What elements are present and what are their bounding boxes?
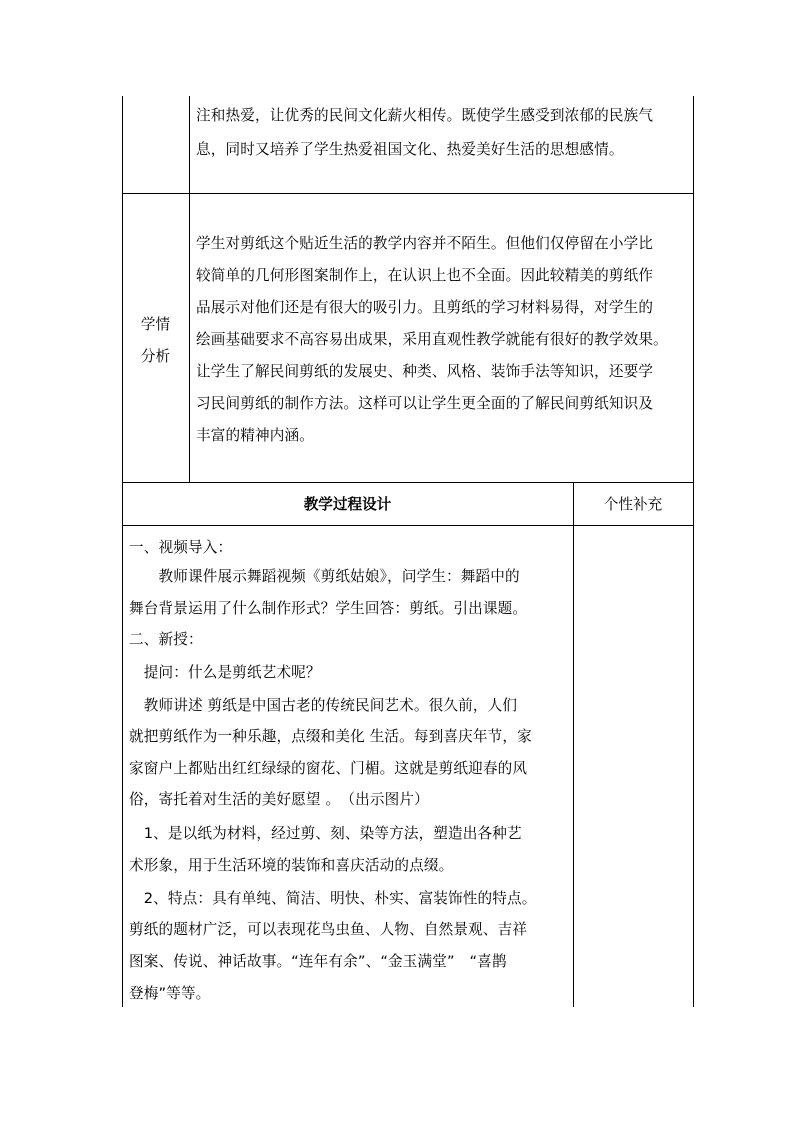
row-divider-2 bbox=[122, 482, 694, 483]
analysis-line-1: 学生对剪纸这个贴近生活的教学内容并不陌生。但他们仅停留在小学比 bbox=[196, 235, 654, 252]
analysis-line-4: 绘画基础要求不高容易出成果，采用直观性教学就能有很好的教学效果。 bbox=[196, 331, 668, 348]
process-line-14: 图案、传说、神话故事。“连年有余”、“金玉满堂” “喜鹊 bbox=[129, 953, 507, 970]
process-line-8: 家窗户上都贴出红红绿绿的窗花、门楣。这就是剪纸迎春的风 bbox=[129, 760, 528, 777]
side-column-divider bbox=[573, 482, 574, 1007]
process-line-10: 1、是以纸为材料，经过剪、刻、染等方法，塑造出各种艺 bbox=[129, 825, 522, 842]
analysis-line-6: 习民间剪纸的制作方法。这样可以让学生更全面的了解民间剪纸知识及 bbox=[196, 395, 654, 412]
row-divider-3 bbox=[122, 525, 694, 526]
goal-line-2: 息，同时又培养了学生热爱祖国文化、热爱美好生活的思想感情。 bbox=[196, 141, 624, 158]
personal-supplement-header: 个性补充 bbox=[603, 496, 663, 513]
table-left-border bbox=[122, 96, 123, 1007]
process-line-4: 二、新授： bbox=[129, 631, 203, 648]
label-column-divider bbox=[189, 96, 190, 482]
analysis-line-7: 丰富的精神内涵。 bbox=[196, 427, 314, 444]
student-analysis-label-2: 分析 bbox=[140, 348, 171, 365]
process-design-header: 教学过程设计 bbox=[303, 496, 392, 513]
process-line-5: 提问：什么是剪纸艺术呢？ bbox=[129, 664, 321, 681]
process-line-2: 教师课件展示舞蹈视频《剪纸姑娘》，问学生：舞蹈中的 bbox=[129, 568, 520, 585]
process-line-1: 一、视频导入： bbox=[129, 539, 233, 556]
process-line-13: 剪纸的题材广泛，可以表现花鸟虫鱼、人物、自然景观、吉祥 bbox=[129, 921, 528, 938]
analysis-line-3: 品展示对他们还是有很大的吸引力。且剪纸的学习材料易得，对学生的 bbox=[196, 299, 654, 316]
table-right-border bbox=[693, 96, 694, 1007]
process-line-6: 教师讲述 剪纸是中国古老的传统民间艺术。很久前，人们 bbox=[129, 697, 518, 714]
row-divider-1 bbox=[122, 193, 694, 194]
analysis-line-2: 较简单的几何形图案制作上，在认识上也不全面。因此较精美的剪纸作 bbox=[196, 267, 654, 284]
process-line-3: 舞台背景运用了什么制作形式？学生回答：剪纸。引出课题。 bbox=[129, 600, 528, 617]
process-line-15: 登梅”等等。 bbox=[129, 985, 211, 1002]
analysis-line-5: 让学生了解民间剪纸的发展史、种类、风格、装饰手法等知识，还要学 bbox=[196, 363, 654, 380]
process-line-7: 就把剪纸作为一种乐趣，点缀和美化 生活。每到喜庆年节，家 bbox=[129, 728, 532, 745]
goal-line-1: 注和热爱，让优秀的民间文化薪火相传。既使学生感受到浓郁的民族气 bbox=[196, 107, 654, 124]
process-line-11: 术形象，用于生活环境的装饰和喜庆活动的点缀。 bbox=[129, 857, 454, 874]
student-analysis-label-1: 学情 bbox=[140, 316, 171, 333]
process-line-12: 2、特点：具有单纯、简洁、明快、朴实、富装饰性的特点。 bbox=[129, 890, 537, 907]
process-line-9: 俗，寄托着对生活的美好愿望 。 （出示图片） bbox=[129, 791, 429, 808]
